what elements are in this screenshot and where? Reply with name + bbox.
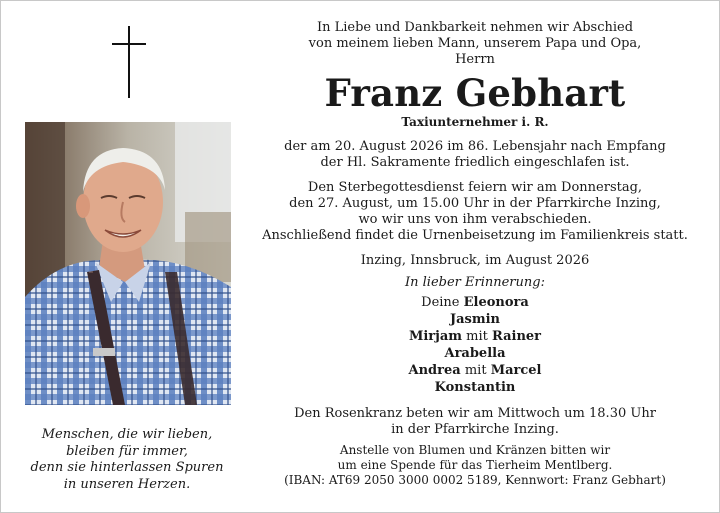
service-line: Den Sterbegottesdienst feiern wir am Donnerstag, (307, 180, 643, 195)
family-list (258, 274, 692, 396)
intro-line: In Liebe und Dankbarkeit nehmen wir Abschied (316, 20, 634, 35)
family-member: Eleonora (463, 295, 529, 310)
family-member: Jasmin (449, 312, 501, 327)
family-member: Andrea (408, 363, 461, 378)
service-line: wo wir uns von ihm verabschieden. (358, 212, 592, 227)
service-line: Anschließend findet die Urnenbeisetzung im Familienkreis statt. (262, 228, 688, 243)
intro-text (258, 20, 692, 68)
family-member: Konstantin (434, 380, 516, 395)
service-line: den 27. August, um 15.00 Uhr in der Pfarrkirche Inzing, (289, 196, 661, 211)
quote-line: bleiben für immer, (66, 443, 188, 459)
family-connector: mit (466, 329, 488, 344)
place-date-line: Inzing, Innsbruck, im August 2026 (360, 253, 590, 268)
place-date (258, 253, 692, 269)
intro-line: von meinem lieben Mann, unserem Papa und Opa, (308, 36, 642, 51)
family-member: Mirjam (408, 329, 462, 344)
deceased-name: Franz Gebhart (324, 71, 626, 115)
death-line: der am 20. August 2026 im 86. Lebensjahr nach Empfang (284, 139, 666, 154)
quote-line: Menschen, die wir lieben, (41, 427, 213, 442)
service-info (258, 180, 692, 244)
deceased-occupation: Taxiunternehmer i. R. (401, 115, 549, 129)
memory-heading: In lieber Erinnerung: (405, 275, 545, 290)
family-line (258, 328, 692, 345)
rosary-line: in der Pfarrkirche Inzing. (391, 422, 559, 437)
death-info (258, 139, 692, 171)
donation-line: Anstelle von Blumen und Kränzen bitten wir (339, 443, 611, 457)
quote-line: in unseren Herzen. (63, 476, 191, 492)
cross-icon (112, 26, 146, 98)
family-line (258, 294, 692, 311)
family-connector: mit (464, 363, 487, 378)
quote-line: denn sie hinterlassen Spuren (30, 460, 224, 475)
memorial-quote (20, 427, 234, 493)
notice-text-column (258, 20, 692, 488)
family-member: Rainer (492, 329, 542, 344)
death-line: der Hl. Sakramente friedlich eingeschlafen ist. (320, 155, 630, 170)
family-line (258, 362, 692, 379)
intro-line: Herrn (455, 52, 495, 67)
rosary-info (258, 406, 692, 438)
family-prefix: Deine (421, 295, 460, 310)
donation-line: (IBAN: AT69 2050 3000 0002 5189, Kennwort: Franz Gebhart) (284, 473, 666, 487)
family-member: Arabella (444, 346, 506, 361)
portrait-photo (25, 122, 231, 405)
family-member: Marcel (490, 363, 542, 378)
donation-info (258, 443, 692, 488)
donation-line: um eine Spende für das Tierheim Mentlberg. (337, 458, 613, 472)
rosary-line: Den Rosenkranz beten wir am Mittwoch um 18.30 Uhr (294, 406, 656, 421)
